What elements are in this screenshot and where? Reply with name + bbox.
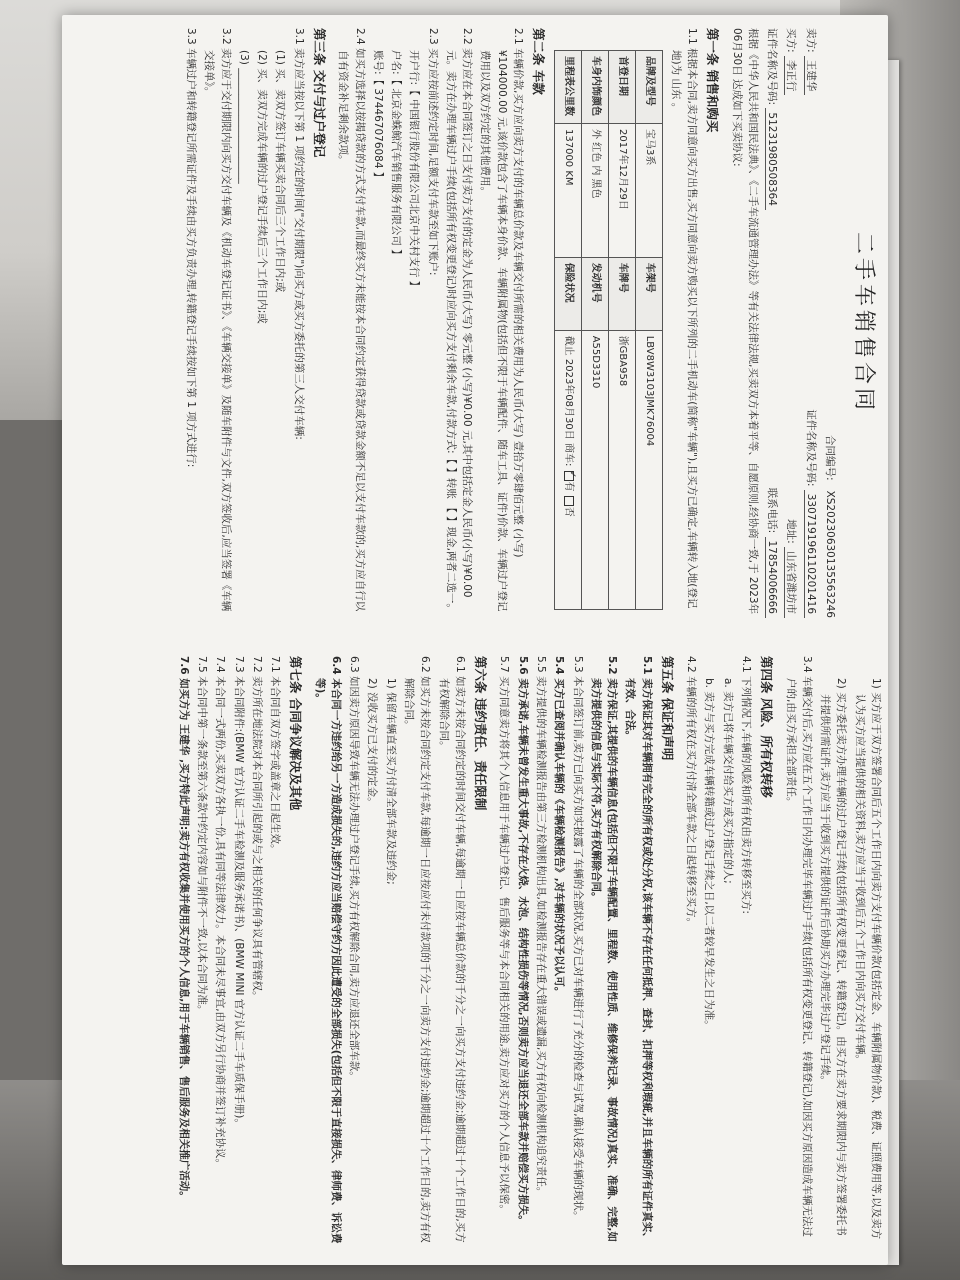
article-7-title: 第七条 合同争议解决及其他 xyxy=(288,656,304,811)
first-reg-label: 首登日期 xyxy=(609,51,636,124)
clause-5-5: 5.5 卖方提供的车辆检测报告由第三方检测机构出具,如检测报告存在重大错误或遗漏,买方有权向检测机构追究责任。 xyxy=(535,656,547,1198)
buyer-phone: 17854006666 xyxy=(765,537,778,619)
bank-account-number: 账号:【 374467076084 】 xyxy=(371,50,384,183)
clause-5-6: 5.6 卖方承诺,车辆未曾发生重大事故,不存在火烧、水泡、结构性损伤等情况,否则卖方应当退还全部车款并赔偿买方损失。 xyxy=(516,656,529,1226)
buyer-phone-label: 联系电话: xyxy=(766,487,779,534)
color-value: 外 红色 内 黑色 xyxy=(582,124,609,258)
brand-label: 品牌及型号 xyxy=(636,51,663,124)
table-row xyxy=(636,51,663,610)
plate-label: 车牌号 xyxy=(609,257,636,330)
contract-number: XS20230630135563246 xyxy=(823,490,836,618)
clause-1-1: 1.1 根据本合同,卖方同意向买方出售,买方同意向卖方购买以下所列的二手机动车(简称"车辆"),且买方已确定,车辆转入地(登记地)为 山东 。 xyxy=(669,28,698,609)
table-row xyxy=(609,51,636,610)
insurance-label: 保险状况 xyxy=(555,257,582,330)
clause-4-1-b: b. 卖方与买方完成车辆转籍或过户登记手续之日,以二者较早发生之日为准。 xyxy=(703,678,716,1031)
article-5-title: 第五条 保证和声明 xyxy=(659,656,675,761)
contract-page xyxy=(86,28,886,1256)
clause-5-4: 5.4 买方已查阅并确认车辆的《车辆检测报告》,对车辆的状况予以认可。 xyxy=(553,656,566,998)
insurance-value xyxy=(555,330,582,609)
clause-2-3: 2.3 买方应按前述约定时间,足额支付车款至如下账户: xyxy=(426,28,439,276)
clause-5-7: 5.7 买方同意卖方将其个人信息用于车辆过户登记、售后服务等与本合同相关的用途,卖方应对买方的个人信息予以保密。 xyxy=(498,656,511,1215)
seller-row xyxy=(802,28,818,618)
color-label: 车身内饰颜色 xyxy=(582,51,609,124)
buyer-id-row xyxy=(764,28,780,618)
seller-id-label: 证件名称及号码: xyxy=(804,409,817,487)
insurance-yes-label: 有 xyxy=(563,481,575,492)
intro-text: 根据《中华人民共和国民法典》、《二手车流通管理办法》等有关法律法规,买卖双方本着平等、自愿原则,经协商一致,于 2023年06月30日 达成如下买卖协议: xyxy=(730,28,759,615)
clause-7-6: 7.6 如买方为 王建华 ,买方特此声明:卖方有权收集并使用买方的个人信息,用于车辆销售、售后服务及相关推广活动。 xyxy=(177,656,190,1202)
first-reg-value: 2017年12月29日 xyxy=(609,124,636,258)
contract-number-label: 合同编号: xyxy=(823,435,836,481)
clause-4-1-a: a. 卖方已将车辆交付给买方或买方指定的人; xyxy=(721,678,734,884)
clause-3-1: 3.1 卖方应当按以下第 1 项约定的时间("交付期限")向买方或买方委托的第三人交付车辆: xyxy=(292,28,305,440)
seller-name: 王建华 xyxy=(804,56,817,96)
vin-label: 车架号 xyxy=(636,257,663,330)
plate-value: 浙GBA958 xyxy=(609,330,636,609)
seller-label: 卖方: xyxy=(804,28,817,53)
mileage-value: 137000 KM xyxy=(555,124,582,258)
engine-value: A55D3310 xyxy=(582,330,609,609)
seller-id: 330719196110201416 xyxy=(804,490,817,618)
clause-5-3: 5.3 本合同签订前,卖方已向买方如实披露了车辆的全部状况,买方已对车辆进行了充分的检查与试驾,确认接受车辆的现状。 xyxy=(571,656,584,1222)
clause-6-1: 6.1 如卖方未按合同约定的时间交付车辆,每逾期一日应按车辆总价款的千分之一向买方支付违约金;逾期超过十个工作日的,买方有权解除合同。 xyxy=(437,656,466,1243)
engine-label: 发动机号 xyxy=(582,257,609,330)
insurance-text: 截止 2023年08月30日 商车: xyxy=(563,335,575,467)
clause-7-3: 7.3 本合同附件:(BMW 官方认证二手车检测及服务承诺书)、(BMW MINI 官方认证二手车质保手册)。 xyxy=(232,656,245,1129)
bank-branch: 开户行:【 中国银行股份有限公司北京中关村支行 】 xyxy=(408,50,421,292)
buyer-id: 51231980508364 xyxy=(765,108,778,210)
contract-title: 二手车销售合同 xyxy=(851,231,876,414)
clause-3-3: 3.3 车辆过户和转籍登记所需证件及手续由买方负责办理,转籍登记手续按如下第 1 项方式进行: xyxy=(185,28,198,468)
clause-6-2: 6.2 如买方未按合同约定支付车款,每逾期一日应按应付未付款项的千分之一向卖方支付违约金;逾期超过十个工作日的,卖方有权解除合同。 xyxy=(403,656,432,1243)
mileage-label: 里程表公里数 xyxy=(555,51,582,124)
buyer-address-label: 地址: xyxy=(785,519,798,544)
clause-3-1-1: (1) 买、卖双方签订车辆买卖合同后三个工作日内;或 xyxy=(274,50,287,293)
clause-3-2: 3.2 卖方应于交付期限内向买方交付车辆及《机动车登记证书》、《车辆交接单》及随车附件与文件,双方签收后,应当签署《车辆交接单》。 xyxy=(203,28,232,612)
clause-6-3: 6.3 如因卖方原因导致车辆无法办理过户登记手续,买方有权解除合同,卖方应退还全部车款。 xyxy=(348,656,361,1082)
clause-3-1-3: (3) ______________________ xyxy=(237,50,250,184)
insurance-no-label: 否 xyxy=(563,506,575,517)
vehicle-info-table xyxy=(554,50,663,610)
clause-3-3-1: 1) 买方应于双方签署合同后五个工作日内向卖方支付车辆价款(包括定金、车辆附属物价款)、税费、证照费用等,以及卖方认为买方应当提供的相关资料,卖方应当于收到后五个工作日内向买方交付车辆。 xyxy=(853,678,882,1240)
clause-7-2: 7.2 卖方所在地法院对本合同所引起的或与之相关的任何争议具有管辖权。 xyxy=(250,656,263,1002)
contract-number-row xyxy=(822,28,838,618)
clause-3-3-2: 2) 买方委托卖方办理车辆的过户登记手续(包括所有权变更登记、转籍登记)。由买方在卖方要求期限内与卖方签署委托书并提供所需证件,卖方应当于收到买方提供的证件后协助买方办理完毕过户登记手续。 xyxy=(819,678,848,1236)
clause-7-1: 7.1 本合同自双方签字或盖章之日起生效。 xyxy=(269,656,282,855)
insurance-yes-checkbox xyxy=(564,471,574,481)
buyer-row xyxy=(783,28,799,618)
left-column xyxy=(86,28,886,618)
clause-5-1: 5.1 卖方保证其对车辆拥有完全的所有权或处分权,该车辆不存在任何抵押、查封、扣押等权利瑕疵,并且车辆的所有证件真实、有效、合法。 xyxy=(624,656,653,1243)
clause-4-1: 4.1 下列情况下,车辆的风险和所有权由卖方转移至买方: xyxy=(740,656,753,914)
clause-7-5: 7.5 本合同中第一条款至第六条款中约定内容如与附件不一致,以本合同为准。 xyxy=(196,656,208,1016)
clause-5-2: 5.2 卖方保证,其提供的车辆信息(包括但不限于车辆配置、里程数、使用性质、维修保养记录、事故情况)真实、准确、完整,如卖方提供的信息与实际不符,买方有权解除合同。 xyxy=(589,656,619,1242)
bank-account-name: 户名:【 北京金蛛鲸汽车销售服务有限公司 】 xyxy=(390,50,403,260)
insurance-no-checkbox xyxy=(564,496,574,506)
article-4-title: 第四条 风险、所有权转移 xyxy=(759,656,775,798)
clause-6-2-1: 1) 保留车辆直至买方付清全部车款及违约金; xyxy=(384,678,397,885)
buyer-address: 山东省潍坊市 xyxy=(784,547,797,618)
table-row xyxy=(555,51,582,610)
clause-7-4: 7.4 本合同一式两份,买卖双方各执一份,具有同等法律效力。本合同未尽事宜,由双方另行协商并签订补充协议。 xyxy=(214,656,227,1170)
clause-2-4: 2.4 如买方选择以按揭贷款的方式支付车款,而最终买方未能按本合同约定获得贷款或贷款金额不足以支付车款的,买方应自行以自有资金补足剩余款项。 xyxy=(337,28,366,612)
clause-6-2-2: 2) 没收买方已支付的定金。 xyxy=(366,678,379,808)
clause-4-2: 4.2 车辆的所有权在买方付清全部车款之日起转移至买方。 xyxy=(685,656,698,929)
clause-2-2: 2.2 卖方应在本合同签订之日支付卖方支付的定金为人民币(大写) 零元整 (小写)¥0.00 元,其中包括定金人民币(小写)¥0.00 元。卖方在办理车辆过户手续(包括所有权变更登记)时应向买方支付剩余车款,付款方式:【 】转账 【 】现金,两者二选一。 xyxy=(444,28,474,614)
buyer-id-label: 证件名称及号码: xyxy=(766,28,779,106)
article-1-title: 第一条 销售和购买 xyxy=(705,28,721,133)
table-row xyxy=(582,51,609,610)
buyer-name: 李正行 xyxy=(784,56,797,96)
clause-3-4: 3.4 车辆交付后,买方应在五个工作日内办理完毕车辆过户手续(包括所有权变更登记、转籍登记),如因买方原因造成车辆无法过户的,由买方承担全部责任。 xyxy=(784,656,813,1237)
article-2-title: 第二条 车款 xyxy=(531,28,547,95)
right-column xyxy=(86,656,886,1246)
vin-value: LBV8W3103JMK76004 xyxy=(636,330,663,609)
buyer-label: 买方: xyxy=(785,28,798,53)
brand-value: 宝马3系 xyxy=(636,124,663,258)
clause-2-1: 2.1 车辆价款,买方应向卖方支付的车辆总价款及车辆交付所需的相关费用为人民币(大写) 壹拾万零肆佰元整 (小写)¥104000.00 元,该价款包含了车辆本身价款、车辆附属物(包括但不限于车辆配件、随车工具、证件)价款、车辆过户登记费用以及双方约定的其他费用。 xyxy=(479,28,525,612)
article-6-title: 第六条 违约责任、责任限制 xyxy=(473,656,489,811)
clause-3-1-2: (2) 买、卖双方完成车辆的过户登记手续后三个工作日内;或 xyxy=(256,50,269,324)
clause-6-4: 6.4 本合同一方违约给另一方造成损失的,违约方应当赔偿守约方因此遭受的全部损失(包括但不限于直接损失、律师费、诉讼费等)。 xyxy=(313,656,342,1244)
article-3-title: 第三条 交付与过户登记 xyxy=(312,28,328,158)
